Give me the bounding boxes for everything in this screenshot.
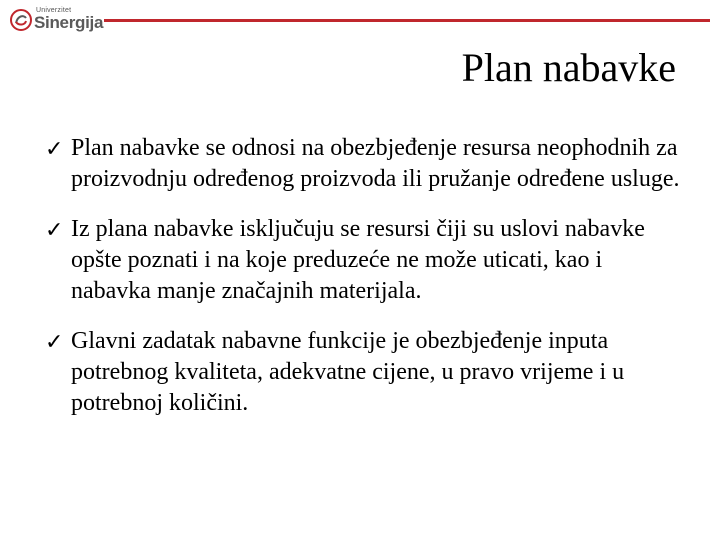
check-icon: ✓ [45,217,64,242]
logo-subtitle: Univerzitet [36,7,72,14]
check-icon: ✓ [45,329,64,354]
logo-emblem-icon [10,9,32,31]
bullet-item [45,326,685,419]
bullet-text: Plan nabavke se odnosi na obezbjeđenje resursa neophodnih za proizvodnju određenog proizvoda ili pružanje određene usluge. [71,135,680,192]
bullet-text: Iz plana nabavke isključuju se resursi čiji su uslovi nabavke opšte poznati i na koje preduzeće ne može uticati, kao i nabavka manje značajnih materijala. [71,216,645,304]
university-logo [10,5,104,37]
check-icon: ✓ [45,136,64,161]
logo-name: Sinergija [34,13,104,32]
header-divider [104,19,710,22]
slide-title: Plan nabavke [461,45,676,90]
bullet-item [45,133,685,195]
bullet-list [45,133,685,438]
bullet-item [45,214,685,307]
bullet-text: Glavni zadatak nabavne funkcije je obezbjeđenje inputa potrebnog kvaliteta, adekvatne cijene, u pravo vrijeme i u potrebnoj količini. [71,328,625,416]
